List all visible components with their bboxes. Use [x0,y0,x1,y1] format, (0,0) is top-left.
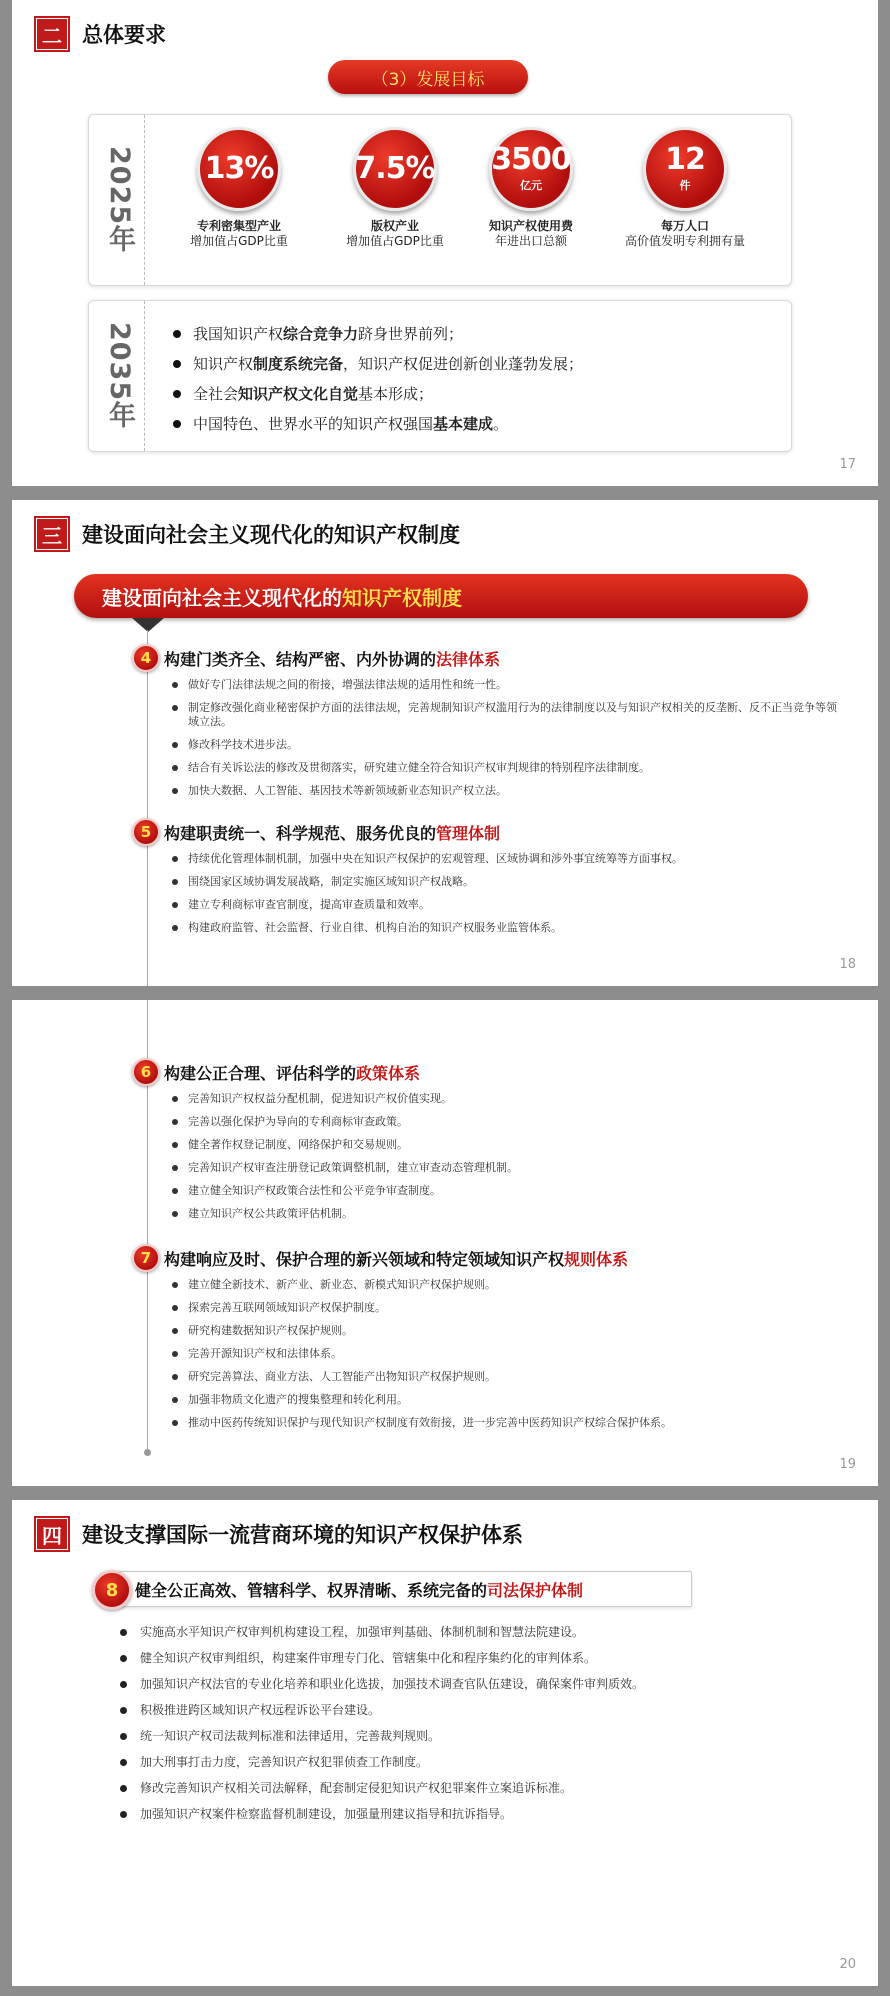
stat-circle [353,127,437,211]
stat-circle [489,127,573,211]
items-list-5 [172,852,838,944]
subheading-title: 构建职责统一、科学规范、服务优良的管理体制 [164,823,501,843]
list-item: 建立健全知识产权政策合法性和公平竞争审查制度。 [172,1184,838,1198]
list-item: 加强知识产权法官的专业化培养和职业化选拔，加强技术调查官队伍建设，确保案件审判质效。 [120,1676,838,1692]
stat-caption-sub: 高价值发明专利拥有量 [624,234,745,248]
list-item: 建立专利商标审查官制度，提高审查质量和效率。 [172,898,838,912]
items-list-6 [172,1092,838,1230]
slide-17 [12,0,878,486]
stat-caption: 专利密集型产业 [196,219,281,233]
section-title: 建设面向社会主义现代化的知识产权制度 [82,523,460,547]
section-header [34,1516,523,1552]
year-label-2035: 2035年 [95,301,145,451]
list-item: 实施高水平知识产权审判机构建设工程，加强审判基础、体制机制和智慧法院建设。 [120,1624,838,1640]
panel-2025 [88,114,792,286]
stat-value: 13% [204,151,274,186]
list-item: 研究完善算法、商业方法、人工智能产出物知识产权保护规则。 [172,1370,838,1384]
list-item: 中国特色、世界水平的知识产权强国基本建成。 [173,409,781,439]
list-item: 完善开源知识产权和法律体系。 [172,1347,838,1361]
list-item: 加大刑事打击力度，完善知识产权犯罪侦查工作制度。 [120,1754,838,1770]
list-item: 我国知识产权综合竞争力跻身世界前列； [173,319,781,349]
list-item: 健全知识产权审判组织，构建案件审理专门化、管辖集中化和程序集约化的审判体系。 [120,1650,838,1666]
stat-circle [197,127,281,211]
stats-row [159,127,791,277]
subheading-title: 构建响应及时、保护合理的新兴领域和特定领域知识产权规则体系 [164,1249,629,1269]
banner-pointer [132,618,164,632]
list-item: 完善知识产权权益分配机制，促进知识产权价值实现。 [172,1092,838,1106]
list-item: 探索完善互联网领域知识产权保护制度。 [172,1301,838,1315]
goals-list [173,319,781,439]
section-header [34,16,166,52]
subheading-4 [132,644,500,672]
number-badge: 7 [132,1244,160,1272]
list-item: 建立健全新技术、新产业、新业态、新模式知识产权保护规则。 [172,1278,838,1292]
subheading-7 [132,1244,628,1272]
section-number-box [34,516,70,552]
list-item: 健全著作权登记制度、网络保护和交易规则。 [172,1138,838,1152]
stat-caption-sub: 增加值占GDP比重 [190,234,288,248]
section-number: 四 [37,1519,67,1549]
section-header [34,516,460,552]
list-item: 加快大数据、人工智能、基因技术等新领域新业态知识产权立法。 [172,784,838,798]
number-badge: 6 [132,1058,160,1086]
stat-value: 3500 [491,142,571,177]
year-label-2025: 2025年 [95,115,145,285]
section-title: 建设支撑国际一流营商环境的知识产权保护体系 [82,1523,523,1547]
list-item: 加强非物质文化遗产的搜集整理和转化利用。 [172,1393,838,1407]
title-banner: 建设面向社会主义现代化的 知识产权制度 [74,574,808,618]
list-item: 建立知识产权公共政策评估机制。 [172,1207,838,1221]
section-number-box [34,16,70,52]
number-badge: 8 [92,1570,132,1610]
section-number: 二 [37,19,67,49]
section-title: 总体要求 [82,23,166,47]
list-item: 制定修改强化商业秘密保护方面的法律法规，完善规制知识产权滥用行为的法律制度以及与知识产权相关的反垄断、反不正当竞争等领域立法。 [172,701,838,729]
stat-invention-patents [605,127,765,249]
timeline-line [147,630,148,986]
page-number: 18 [839,957,856,972]
items-list-7 [172,1278,838,1439]
stat-caption-sub: 年进出口总额 [494,234,567,248]
stat-caption-sub: 增加值占GDP比重 [346,234,444,248]
number-badge: 5 [132,818,160,846]
page-number: 19 [839,1457,856,1472]
stat-ip-royalties [451,127,611,249]
items-list-8 [120,1624,838,1832]
subheading-5 [132,818,500,846]
list-item: 完善以强化保护为导向的专利商标审查政策。 [172,1115,838,1129]
items-list-4 [172,678,838,807]
slide-18 [12,500,878,986]
subheading-title: 构建门类齐全、结构严密、内外协调的法律体系 [164,649,501,669]
subheading-box: 健全公正高效、管辖科学、权界清晰、系统完备的 司法保护体制 [116,1571,692,1607]
list-item: 围绕国家区域协调发展战略，制定实施区域知识产权战略。 [172,875,838,889]
stat-patent-industry [159,127,319,249]
slide-19 [12,1000,878,1486]
list-item: 全社会知识产权文化自觉基本形成； [173,379,781,409]
slide-20 [12,1500,878,1986]
list-item: 修改完善知识产权相关司法解释，配套制定侵犯知识产权犯罪案件立案追诉标准。 [120,1780,838,1796]
section-number-box [34,1516,70,1552]
section-number: 三 [37,519,67,549]
stat-circle [643,127,727,211]
page-number: 17 [839,457,856,472]
list-item: 构建政府监管、社会监督、行业自律、机构自治的知识产权服务业监管体系。 [172,921,838,935]
stat-unit: 亿元 [520,179,542,192]
subheading-6 [132,1058,420,1086]
list-item: 知识产权制度系统完备，知识产权促进创新创业蓬勃发展； [173,349,781,379]
list-item: 统一知识产权司法裁判标准和法律适用，完善裁判规则。 [120,1728,838,1744]
subheading-title: 构建公正合理、评估科学的政策体系 [164,1063,421,1083]
development-goals-pill: （3）发展目标 [328,60,528,94]
list-item: 做好专门法律法规之间的衔接，增强法律法规的适用性和统一性。 [172,678,838,692]
stat-value: 12 [665,142,705,177]
stat-caption: 知识产权使用费 [488,219,573,233]
stat-value: 7.5% [355,151,435,186]
subheading-8 [92,1570,692,1608]
page-number: 20 [839,1957,856,1972]
list-item: 积极推进跨区域知识产权远程诉讼平台建设。 [120,1702,838,1718]
list-item: 修改科学技术进步法。 [172,738,838,752]
stat-unit: 件 [679,179,691,192]
number-badge: 4 [132,644,160,672]
list-item: 完善知识产权审查注册登记政策调整机制，建立审查动态管理机制。 [172,1161,838,1175]
list-item: 研究构建数据知识产权保护规则。 [172,1324,838,1338]
stat-caption: 每万人口 [660,219,709,233]
list-item: 结合有关诉讼法的修改及贯彻落实，研究建立健全符合知识产权审判规律的特别程序法律制度。 [172,761,838,775]
list-item: 推动中医药传统知识保护与现代知识产权制度有效衔接，进一步完善中医药知识产权综合保护体系。 [172,1416,838,1430]
list-item: 持续优化管理体制机制，加强中央在知识产权保护的宏观管理、区域协调和涉外事宜统筹等方面事权。 [172,852,838,866]
panel-2035 [88,300,792,452]
timeline-end-dot [144,1449,151,1456]
stat-caption: 版权产业 [370,219,419,233]
list-item: 加强知识产权案件检察监督机制建设，加强量刑建议指导和抗诉指导。 [120,1806,838,1822]
